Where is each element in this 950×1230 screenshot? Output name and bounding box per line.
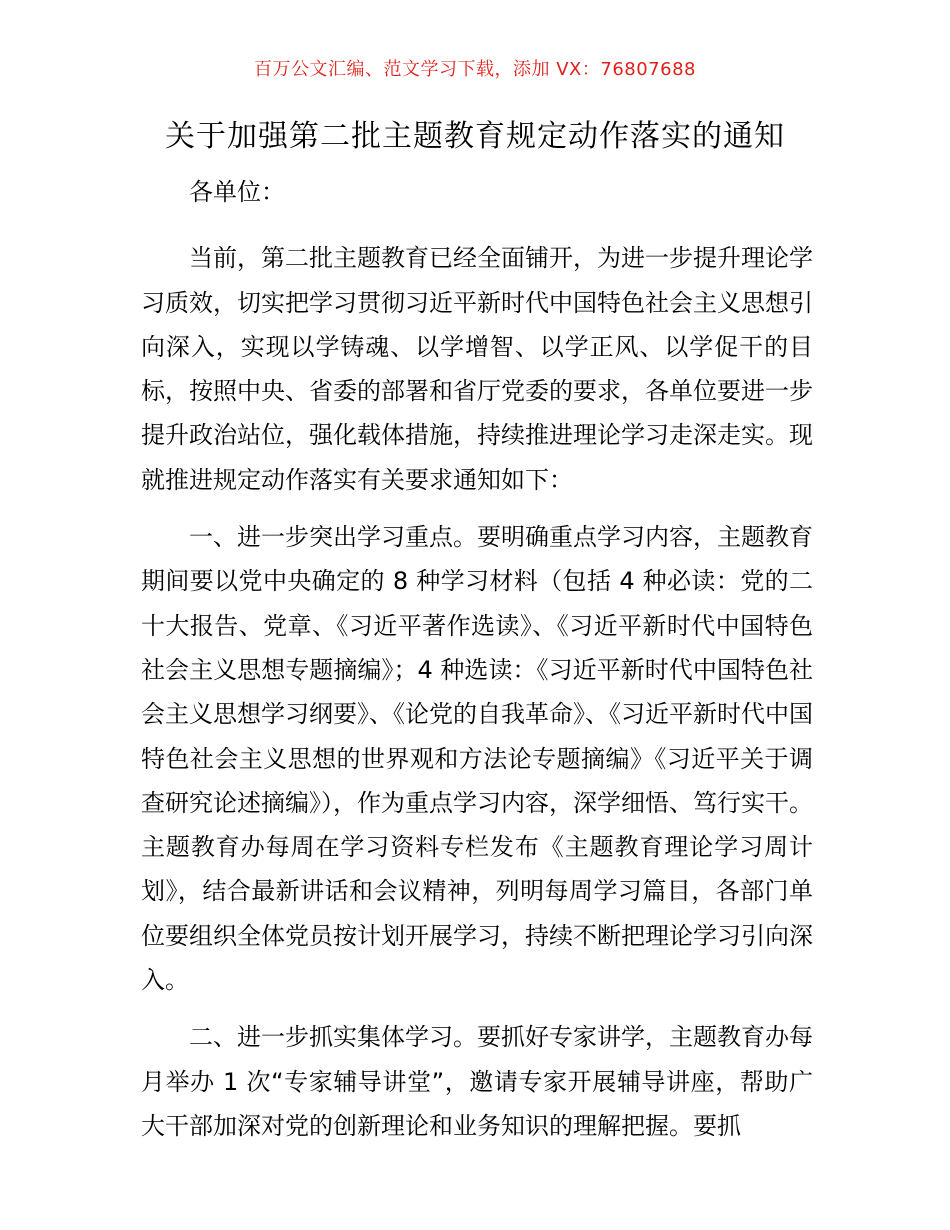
paragraph-intro: 当前，第二批主题教育已经全面铺开，为进一步提升理论学习质效，切实把学习贯彻习近平新时代中国特色社会主义思想引向深入，实现以学铸魂、以学增智、以学正风、以学促干的目标，按照中央、省委的部署和省厅党委的要求，各单位要进一步提升政治站位，强化载体措施，持续推进理论学习走深走实。现就推进规定动作落实有关要求通知如下：	[141, 244, 813, 494]
header-banner: 百万公文汇编、范文学习下载，添加 VX：76807688	[254, 59, 696, 80]
document-title: 关于加强第二批主题教育规定动作落实的通知	[165, 119, 785, 154]
salutation: 各单位：	[189, 178, 285, 206]
paragraph-section-2: 二、进一步抓实集体学习。要抓好专家讲学，主题教育办每月举办 1 次“专家辅导讲堂”，邀请专家开展辅导讲座，帮助广大干部加深对党的创新理论和业务知识的理解把握。要抓	[141, 1023, 813, 1140]
document-body	[141, 170, 813, 1161]
paragraph-section-1: 一、进一步突出学习重点。要明确重点学习内容，主题教育期间要以党中央确定的 8 种学习材料（包括 4 种必读：党的二十大报告、党章、《习近平著作选读》、《习近平新时代中国特色社会主义思想专题摘编》；4 种选读：《习近平新时代中国特色社会主义思想学习纲要》、《论党的自我革命》、《习近平新时代中国特色社会主义思想的世界观和方法论专题摘编》《习近平关于调查研究论述摘编》），作为重点学习内容，深学细悟、笃行实干。主题教育办每周在学习资料专栏发布《主题教育理论学习周计划》，结合最新讲话和会议精神，列明每周学习篇目，各部门单位要组织全体党员按计划开展学习，持续不断把理论学习引向深入。	[141, 523, 813, 995]
